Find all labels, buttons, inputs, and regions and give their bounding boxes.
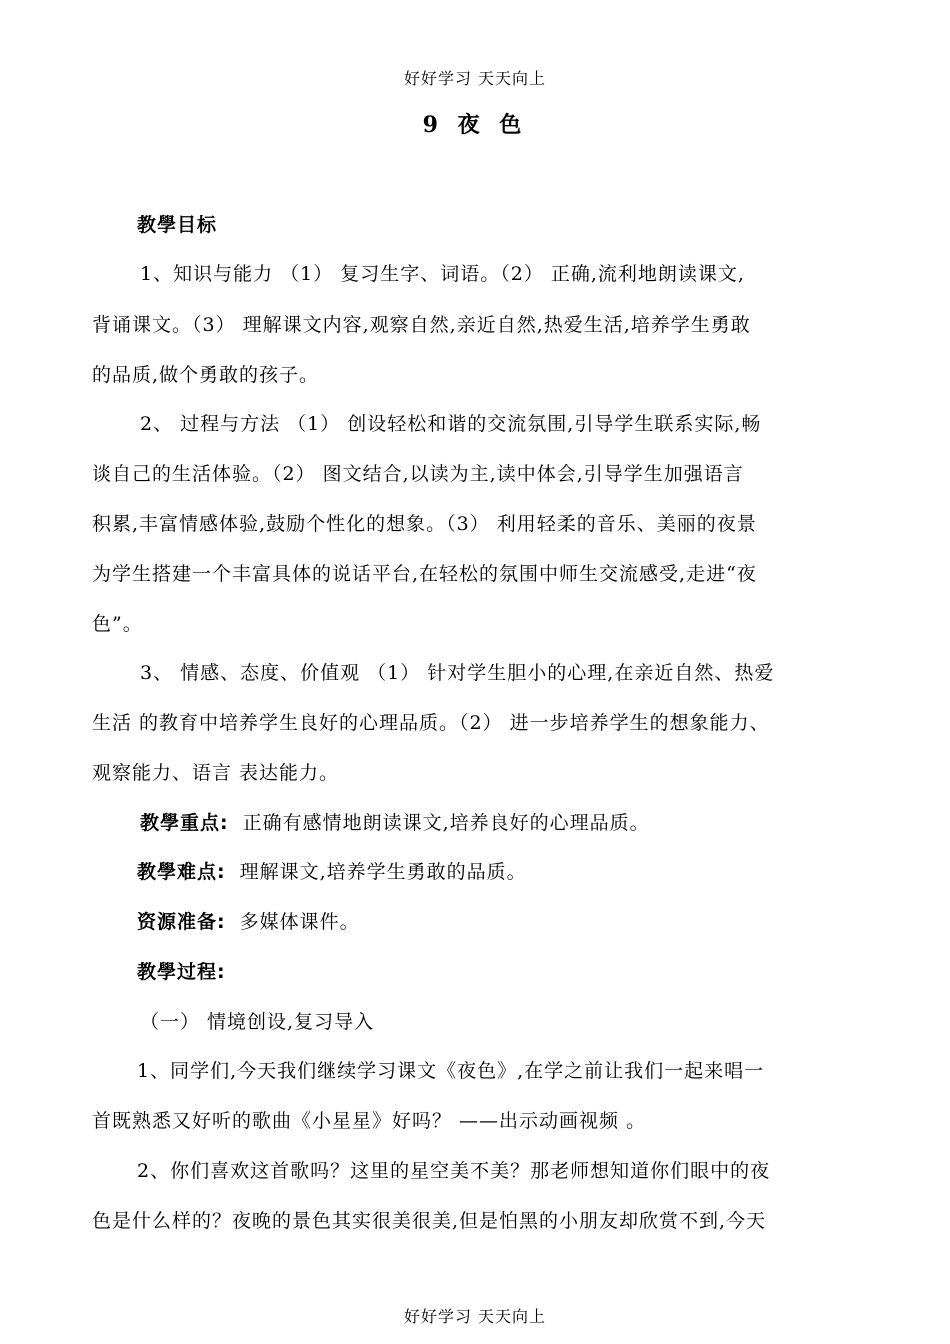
goal-line-11: 观察能力、语言 表达能力。 xyxy=(92,762,340,784)
goal-line-9: 3、 情感、态度、价值观 （1） 针对学生胆小的心理,在亲近自然、热爱 xyxy=(140,662,775,684)
process-line-4: 2、你们喜欢这首歌吗？这里的星空美不美？那老师想知道你们眼中的夜 xyxy=(137,1160,771,1182)
process-line-1: （一） 情境创设,复习导入 xyxy=(140,1011,375,1033)
process-line-3: 首既熟悉又好听的歌曲《小星星》好吗？ ——出示动画视频 。 xyxy=(92,1110,647,1132)
page-header: 好好学习 天天向上 xyxy=(403,69,547,88)
goal-line-3: 的品质,做个勇敢的孩子。 xyxy=(92,364,320,386)
goal-line-8: 色”。 xyxy=(92,613,143,635)
difficulty-row xyxy=(137,857,527,884)
goal-line-6: 积累,丰富情感体验,鼓励个性化的想象。（3） 利用轻柔的音乐、美丽的夜景 xyxy=(92,513,757,535)
resources-label: 资源准备: xyxy=(137,911,226,933)
key-point-row xyxy=(140,808,650,835)
difficulty-label: 教學难点: xyxy=(137,861,226,883)
process-heading: 教學过程: xyxy=(137,961,226,983)
section-goals-heading: 教學目标 xyxy=(137,214,218,236)
goal-line-7: 为学生搭建一个丰富具体的说话平台,在轻松的氛围中师生交流感受,走进“夜 xyxy=(92,563,757,585)
goal-line-10: 生活 的教育中培养学生良好的心理品质。（2） 进一步培养学生的想象能力、 xyxy=(92,712,770,734)
goal-line-2: 背诵课文。（3） 理解课文内容,观察自然,亲近自然,热爱生活,培养学生勇敢 xyxy=(92,314,751,336)
goal-line-1: 1、知识与能力 （1） 复习生字、词语。（2） 正确,流利地朗读课文, xyxy=(140,263,745,285)
lesson-title: 9 夜 色 xyxy=(422,112,528,138)
goal-line-5: 谈自己的生活体验。（2） 图文结合,以读为主,读中体会,引导学生加强语言 xyxy=(92,463,744,485)
key-point-text: 正确有感情地朗读课文,培养良好的心理品质。 xyxy=(242,812,650,834)
resources-text: 多媒体课件。 xyxy=(239,911,360,933)
process-line-5: 色是什么样的？夜晚的景色其实很美很美,但是怕黑的小朋友却欣赏不到,今天 xyxy=(92,1210,767,1232)
process-line-2: 1、同学们,今天我们继续学习课文《夜色》,在学之前让我们一起来唱一 xyxy=(137,1060,765,1082)
resources-row xyxy=(137,907,360,934)
difficulty-text: 理解课文,培养学生勇敢的品质。 xyxy=(239,861,527,883)
goal-line-4: 2、 过程与方法 （1） 创设轻松和谐的交流氛围,引导学生联系实际,畅 xyxy=(140,413,762,435)
key-point-label: 教學重点: xyxy=(140,812,229,834)
page-footer: 好好学习 天天向上 xyxy=(403,1307,547,1326)
